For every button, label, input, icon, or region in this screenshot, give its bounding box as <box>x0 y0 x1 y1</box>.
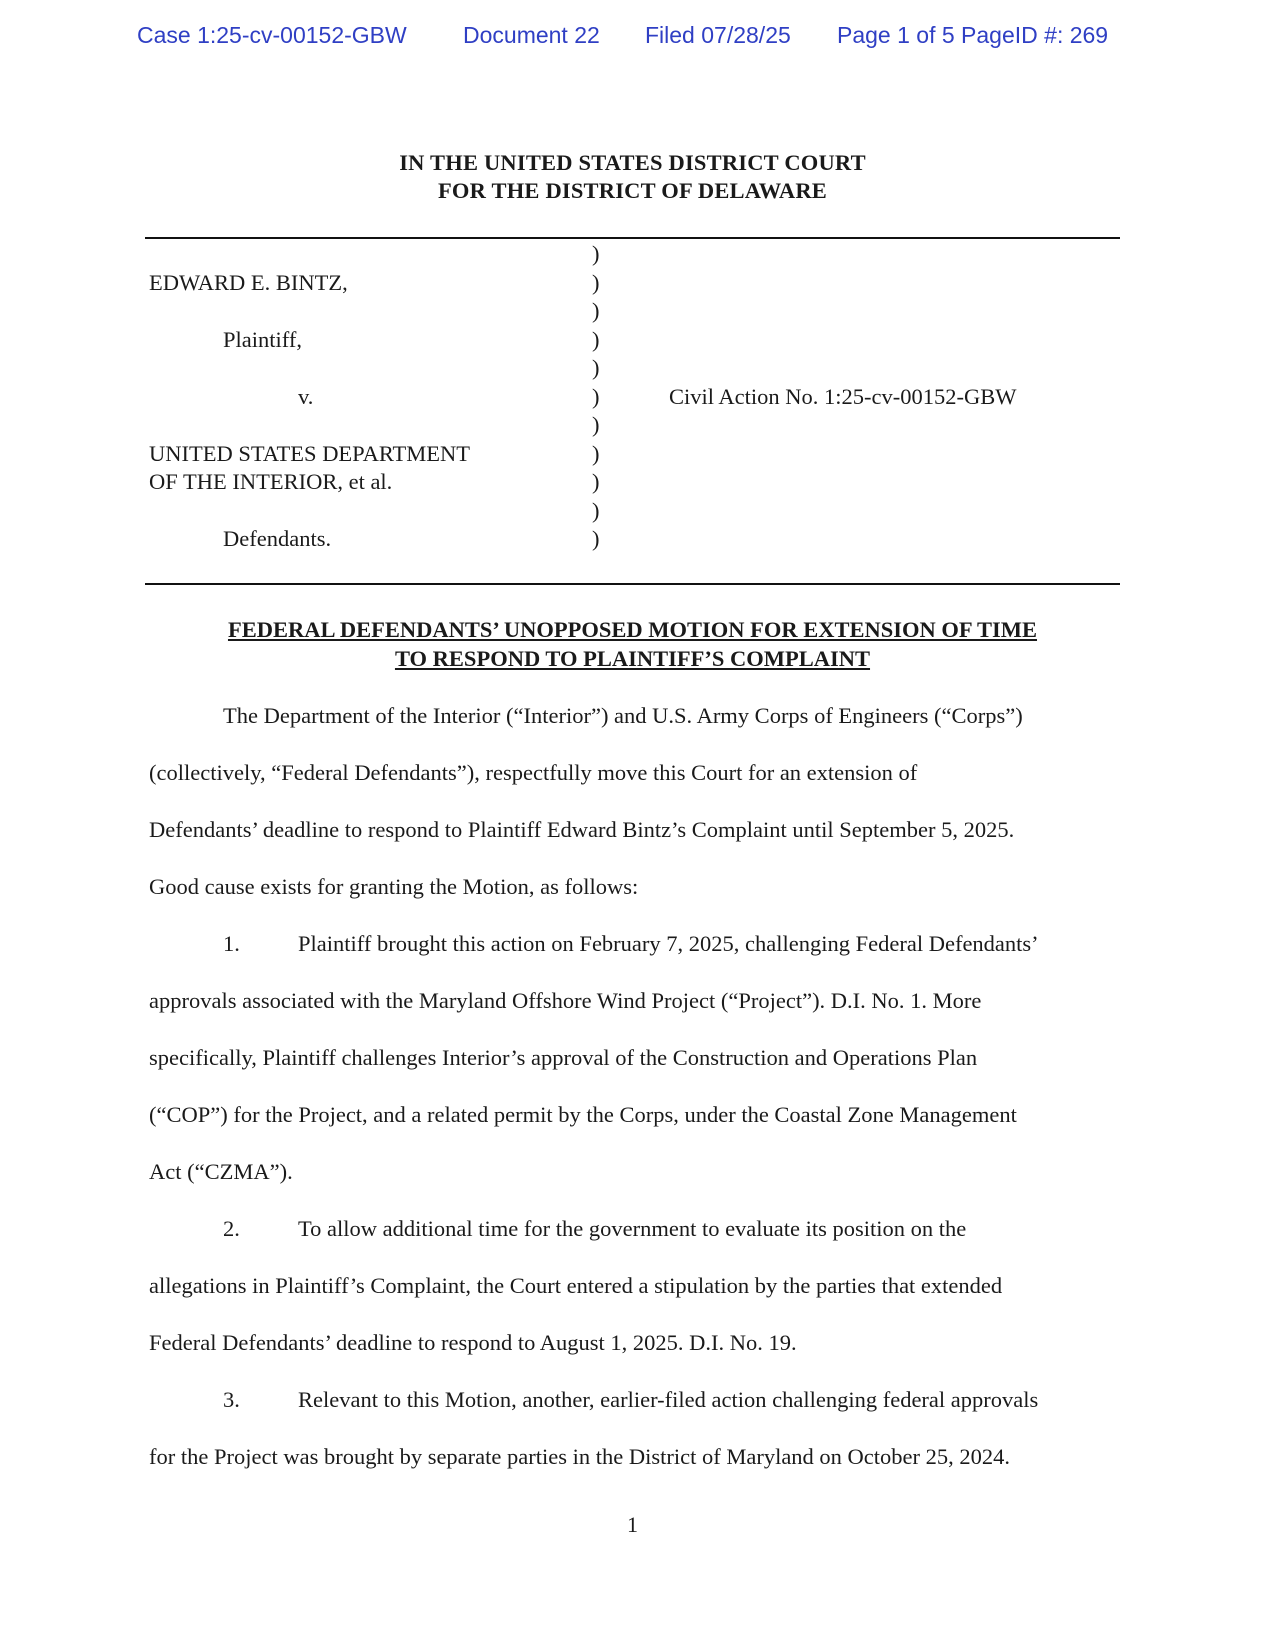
motion-title-line2: TO RESPOND TO PLAINTIFF’S COMPLAINT <box>394 646 871 671</box>
stamp-page-info: Page 1 of 5 PageID #: 269 <box>837 22 1109 48</box>
versus: v. <box>298 384 314 409</box>
stamp-document-number: Document 22 <box>463 22 600 48</box>
paragraph-number: 1. <box>223 931 240 956</box>
body-line: for the Project was brought by separate parties in the District of Maryland on October 25, 2024. <box>149 1444 1011 1469</box>
defendant-role: Defendants. <box>223 526 332 551</box>
court-name-line1: IN THE UNITED STATES DISTRICT COURT <box>399 150 866 175</box>
caption-paren: ) <box>592 270 600 295</box>
caption-paren: ) <box>592 498 600 523</box>
page-number: 1 <box>627 1512 638 1537</box>
caption-paren: ) <box>592 384 600 409</box>
body-line: Plaintiff brought this action on February 7, 2025, challenging Federal Defendants’ <box>298 931 1039 956</box>
body-line: The Department of the Interior (“Interior”) and U.S. Army Corps of Engineers (“Corps”) <box>223 703 1023 728</box>
body-line: (collectively, “Federal Defendants”), respectfully move this Court for an extension of <box>149 760 918 785</box>
caption-paren: ) <box>592 412 600 437</box>
body-line: approvals associated with the Maryland Offshore Wind Project (“Project”). D.I. No. 1. More <box>149 988 982 1013</box>
caption-paren: ) <box>592 469 600 494</box>
filing-stamp <box>0 22 1265 54</box>
paragraph-number: 2. <box>223 1216 240 1241</box>
caption-top-rule <box>145 237 1120 239</box>
body-line: Relevant to this Motion, another, earlier-filed action challenging federal approvals <box>298 1387 1039 1412</box>
body-line: (“COP”) for the Project, and a related permit by the Corps, under the Coastal Zone Management <box>149 1102 1017 1127</box>
body-line: To allow additional time for the government to evaluate its position on the <box>298 1216 967 1241</box>
defendant-name-line2: OF THE INTERIOR, et al. <box>149 469 393 494</box>
caption-paren: ) <box>592 298 600 323</box>
body-line: specifically, Plaintiff challenges Interior’s approval of the Construction and Operations Plan <box>149 1045 978 1070</box>
caption-paren: ) <box>592 241 600 266</box>
civil-action-number: Civil Action No. 1:25-cv-00152-GBW <box>669 384 1017 409</box>
body-line: Act (“CZMA”). <box>149 1159 293 1184</box>
paragraph-number: 3. <box>223 1387 240 1412</box>
plaintiff-name: EDWARD E. BINTZ, <box>149 270 348 295</box>
defendant-name-line1: UNITED STATES DEPARTMENT <box>149 441 471 466</box>
stamp-filed-date: Filed 07/28/25 <box>645 22 791 48</box>
stamp-case-number: Case 1:25-cv-00152-GBW <box>137 22 407 48</box>
body-line: Federal Defendants’ deadline to respond to August 1, 2025. D.I. No. 19. <box>149 1330 797 1355</box>
caption-paren: ) <box>592 526 600 551</box>
caption-paren: ) <box>592 441 600 466</box>
caption-paren: ) <box>592 355 600 380</box>
body-line: Good cause exists for granting the Motion, as follows: <box>149 874 639 899</box>
body-line: Defendants’ deadline to respond to Plaintiff Edward Bintz’s Complaint until September 5, 2025. <box>149 817 1015 842</box>
plaintiff-role: Plaintiff, <box>223 327 302 352</box>
court-name-line2: FOR THE DISTRICT OF DELAWARE <box>437 178 828 203</box>
body-line: allegations in Plaintiff’s Complaint, the Court entered a stipulation by the parties that extended <box>149 1273 1003 1298</box>
motion-title-line1: FEDERAL DEFENDANTS’ UNOPPOSED MOTION FOR EXTENSION OF TIME <box>227 617 1038 642</box>
caption-paren: ) <box>592 327 600 352</box>
caption-bottom-rule <box>145 583 1120 585</box>
